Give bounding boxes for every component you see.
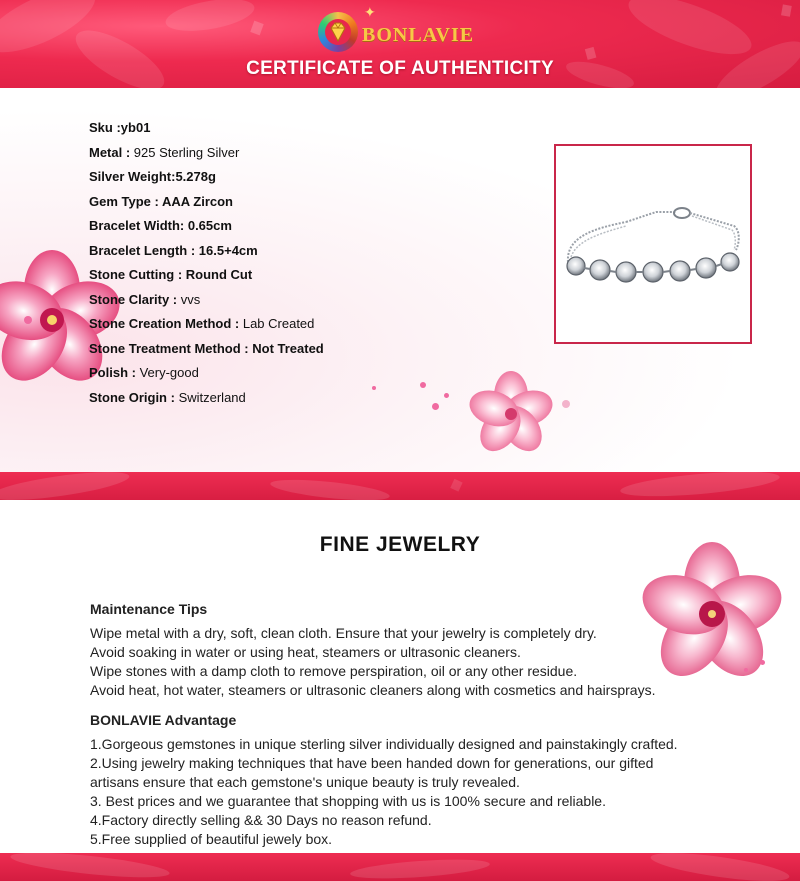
spec-key: Silver Weight: [89,169,176,184]
spec-value: Switzerland [178,389,246,405]
spec-row [89,288,324,313]
spec-key: Bracelet Width: [89,218,188,233]
spec-row [89,214,324,239]
spec-key: Stone Origin : [89,389,179,405]
spec-key: Gem Type : [89,193,162,209]
spec-value: 5.278g [175,169,216,184]
spec-row [89,190,324,215]
brand-name: BONLAVIE [362,24,475,46]
spec-row [89,116,324,141]
decorative-dot [432,403,439,410]
spec-list [89,116,324,410]
advantage-line: artisans ensure that each gemstone's unique beauty is truly revealed. [90,774,520,790]
advantage-line: 3. Best prices and we guarantee that shopping with us is 100% secure and reliable. [90,793,606,809]
advantage-line: 2.Using jewelry making techniques that have been handed down for generations, our gifted [90,755,654,771]
spec-key: Stone Cutting : [89,267,186,282]
footer-petals-decoration [0,853,800,881]
fine-jewelry-title: FINE JEWELRY [319,533,481,556]
decorative-dot [372,386,376,390]
spec-value: 16.5+4cm [198,242,258,258]
divider-band [0,472,800,500]
spec-value: yb01 [120,120,151,135]
spec-value: Lab Created [242,316,315,331]
spec-section [0,88,800,472]
sparkle-icon: ✦ [364,4,376,20]
spec-value: Very-good [139,365,199,380]
advantage-line: 5.Free supplied of beautiful jewely box. [90,831,333,847]
spec-key: Metal : [89,144,131,160]
spec-key: Stone Clarity : [89,291,181,307]
maintenance-heading: Maintenance Tips [90,601,208,617]
band-petals-decoration [0,472,800,500]
bracelet-photo-icon [556,146,750,342]
maintenance-line: Wipe metal with a dry, soft, clean cloth. Ensure that your jewelry is completely dry. [90,625,597,641]
flower-decoration-center [466,368,556,458]
spec-key: Bracelet Length : [89,242,199,258]
spec-key: Sku : [89,120,121,135]
product-photo-frame [554,144,752,344]
spec-value: AAA Zircon [161,193,233,209]
diamond-icon [329,22,347,42]
spec-row [89,312,324,337]
advantage-text [90,735,780,849]
decorative-dot [420,382,426,388]
decorative-dot [444,393,449,398]
maintenance-text [90,624,780,700]
footer-band [0,853,800,881]
spec-key: Polish : [89,365,140,380]
maintenance-line: Avoid soaking in water or using heat, steamers or ultrasonic cleaners. [90,644,521,660]
spec-row [89,165,324,190]
spec-key: Stone Treatment Method : [89,340,253,356]
certificate-title: CERTIFICATE OF AUTHENTICITY [246,58,554,79]
advantage-line: 4.Factory directly selling && 30 Days no reason refund. [90,812,432,828]
decorative-dot [24,316,32,324]
decorative-dot [562,400,570,408]
spec-row [89,263,324,288]
spec-value: 925 Sterling Silver [130,144,240,160]
spec-row [89,141,324,166]
spec-key: Stone Creation Method : [89,316,243,331]
spec-row [89,239,324,264]
spec-row [89,337,324,362]
advantage-heading: BONLAVIE Advantage [90,712,237,728]
brand-logo [318,4,488,54]
spec-row [89,361,324,386]
info-section [0,500,800,853]
spec-row [89,386,324,411]
spec-value: Not Treated [252,340,324,356]
maintenance-line: Avoid heat, hot water, steamers or ultrasonic cleaners along with cosmetics and hairsprays. [90,682,656,698]
spec-value: 0.65cm [187,218,232,233]
spec-value: vvs [180,291,201,307]
maintenance-line: Wipe stones with a damp cloth to remove perspiration, oil or any other residue. [90,663,578,679]
spec-value: Round Cut [185,267,253,282]
header-banner [0,0,800,88]
advantage-line: 1.Gorgeous gemstones in unique sterling silver individually designed and painstakingly crafted. [90,736,678,752]
